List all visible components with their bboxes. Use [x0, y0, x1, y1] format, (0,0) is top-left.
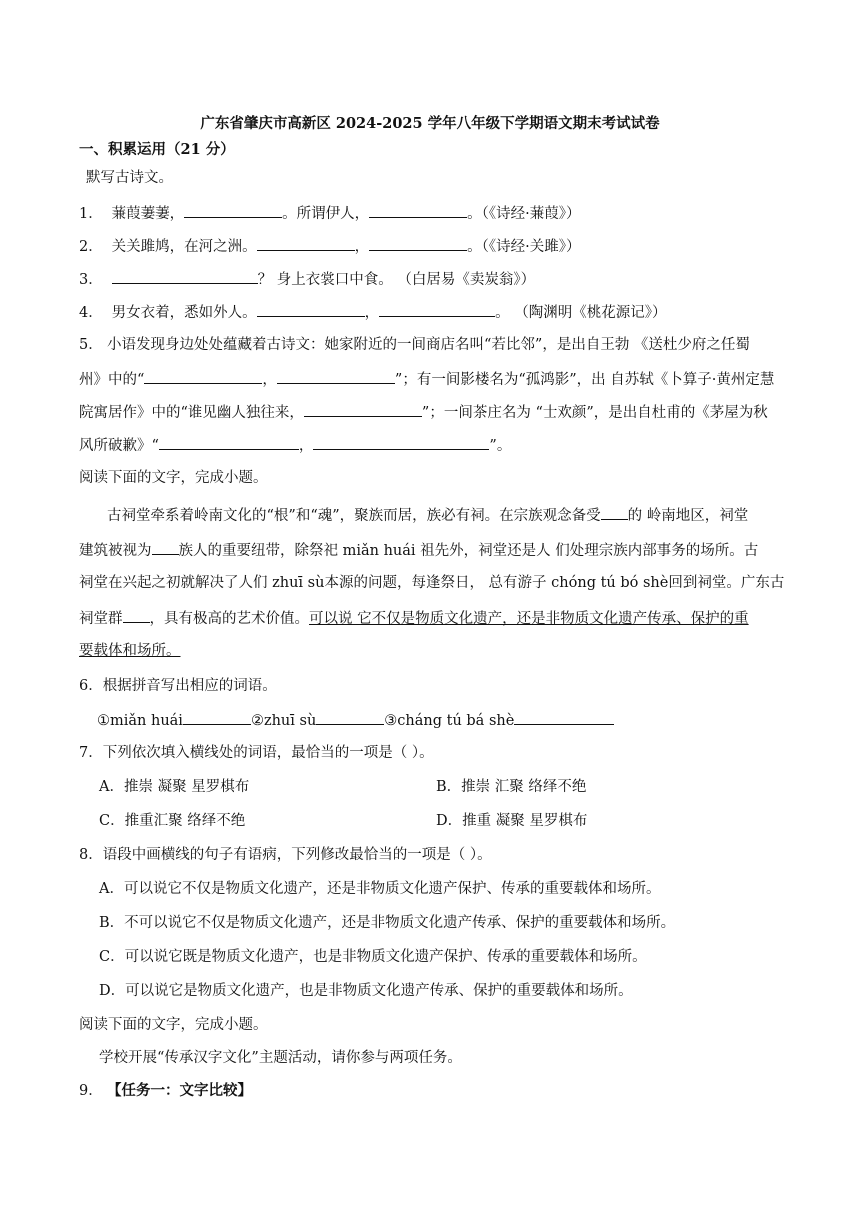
option-d[interactable]: D．推重 凝聚 星罗棋布: [436, 813, 588, 829]
pinyin-prompt: ③cháng tú bá shè: [384, 713, 515, 729]
question-number: 4．: [79, 305, 103, 321]
option-b[interactable]: B．推崇 汇聚 络绎不绝: [436, 779, 587, 795]
answer-blank[interactable]: [257, 301, 365, 317]
page-title: 广东省肇庆市高新区 2024-2025 学年八年级下学期语文期末考试试卷: [200, 115, 660, 132]
task-heading: 【任务一：文字比较】: [107, 1082, 252, 1099]
question-text: 。所谓伊人，: [282, 206, 370, 222]
answer-blank[interactable]: [123, 607, 150, 623]
answer-blank[interactable]: [379, 301, 495, 317]
question-text: 关关雎鸠，在河之洲。: [111, 239, 257, 255]
answer-blank[interactable]: [152, 539, 179, 555]
question-9: [79, 1081, 252, 1101]
question-text: 男女衣着，悉如外人。: [111, 305, 257, 321]
question-text: 。 （陶渊明《桃花源记》）: [495, 305, 667, 321]
question-number: 2．: [79, 239, 103, 255]
passage-text: 祠堂群: [79, 611, 123, 627]
option-d[interactable]: D．可以说它是物质文化遗产，也是非物质文化遗产传承、保护的重要载体和场所。: [99, 983, 633, 999]
answer-blank[interactable]: [601, 504, 628, 520]
question-text: ”；一间茶庄名为 “士欢颜”，是出自杜甫的《茅屋为秋: [421, 405, 768, 421]
answer-blank[interactable]: [304, 401, 422, 417]
passage-text: 古祠堂牵系着岭南文化的“根”和“魂”，聚族而居，族必有祠。在宗族观念备受: [107, 508, 601, 524]
question-text: ”。: [489, 438, 512, 454]
answer-blank[interactable]: [369, 202, 467, 218]
reading-instruction: 阅读下面的文字，完成小题。: [79, 470, 268, 486]
answer-blank[interactable]: [369, 235, 467, 251]
question-3: [79, 268, 535, 290]
question-6-stem: 6．根据拼音写出相应的词语。: [79, 678, 277, 694]
answer-blank[interactable]: [112, 268, 258, 284]
answer-blank[interactable]: [514, 709, 614, 725]
passage-line-3: 祠堂在兴起之初就解决了人们 zhuī sù本源的问题，每逢祭日， 总有游子 chóng tú bó shè回到祠堂。广东古: [79, 575, 785, 591]
option-a[interactable]: A．可以说它不仅是物质文化遗产，还是非物质文化遗产保护、传承的重要载体和场所。: [99, 881, 661, 897]
question-text: 小语发现身边处处蕴藏着古诗文：她家附近的一间商店名叫“若比邻”，是出自王勃 《送杜少府之任蜀: [107, 337, 750, 353]
question-text: ？ 身上衣裳口中食。 （白居易《卖炭翁》）: [257, 272, 536, 288]
question-5-line-3: [79, 401, 768, 423]
option-a[interactable]: A．推崇 凝聚 星罗棋布: [99, 779, 250, 795]
instruction: 默写古诗文。: [86, 170, 173, 186]
question-text: 院寓居作》中的“谁见幽人独往来，: [79, 405, 304, 421]
passage-text: 建筑被视为: [79, 543, 152, 559]
pinyin-prompt: ①miǎn huái: [97, 713, 183, 729]
question-5: [79, 335, 750, 355]
underlined-sentence-end: 要载体和场所。: [79, 643, 181, 659]
answer-blank[interactable]: [144, 368, 262, 384]
question-1: [79, 202, 580, 224]
option-c[interactable]: C．可以说它既是物质文化遗产，也是非物质文化遗产保护、传承的重要载体和场所。: [99, 949, 647, 965]
question-text: 风所破歉》“: [79, 438, 159, 454]
answer-blank[interactable]: [184, 202, 282, 218]
question-text: ，: [298, 438, 314, 454]
question-8-stem: 8．语段中画横线的句子有语病，下列修改最恰当的一项是（ ）。: [79, 847, 492, 863]
option-b[interactable]: B．不可以说它不仅是物质文化遗产，还是非物质文化遗产传承、保护的重要载体和场所。: [99, 915, 676, 931]
question-text: ，: [364, 305, 380, 321]
question-4: [79, 301, 666, 323]
question-5-line-2: [79, 368, 774, 390]
answer-blank[interactable]: [183, 709, 251, 725]
option-c[interactable]: C．推重汇聚 络绎不绝: [99, 813, 246, 829]
underlined-sentence: 可以说 它不仅是物质文化遗产，还是非物质文化遗产传承、保护的重: [309, 611, 749, 627]
question-text: ，: [354, 239, 370, 255]
question-number: 3．: [79, 272, 103, 288]
question-text: 。（《诗经·关雎》）: [467, 239, 581, 255]
reading-instruction: 阅读下面的文字，完成小题。: [79, 1017, 268, 1033]
passage-line-2: [79, 539, 758, 561]
question-text: 。（《诗经·蒹葭》）: [467, 206, 581, 222]
answer-blank[interactable]: [277, 368, 395, 384]
question-2: [79, 235, 580, 257]
question-number: 9．: [79, 1083, 103, 1099]
answer-blank[interactable]: [257, 235, 355, 251]
answer-blank[interactable]: [316, 709, 384, 725]
passage-text: ，具有极高的艺术价值。: [149, 611, 309, 627]
question-text: ，: [262, 372, 277, 388]
question-text: 蒹葭萋萋，: [111, 206, 185, 222]
passage-text: 的 岭南地区，祠堂: [627, 508, 749, 524]
question-number: 1．: [79, 206, 103, 222]
question-7-stem: 7．下列依次填入横线处的词语，最恰当的一项是（ ）。: [79, 745, 434, 761]
answer-blank[interactable]: [313, 434, 489, 450]
pinyin-prompt: ②zhuī sù: [250, 713, 317, 729]
section-heading: 一、积累运用（21 分）: [79, 141, 235, 158]
activity-intro: 学校开展“传承汉字文化”主题活动，请你参与两项任务。: [99, 1050, 462, 1066]
passage-text: 族人的重要纽带，除祭祀 miǎn huái 祖先外，祠堂还是人 们处理宗族内部事务的场所。古: [178, 543, 759, 559]
answer-blank[interactable]: [159, 434, 299, 450]
question-text: ”；有一间影楼名为“孤鸿影”，出 自苏轼《卜算子·黄州定慧: [394, 372, 775, 388]
question-5-line-4: [79, 434, 511, 456]
question-number: 5．: [79, 337, 103, 353]
question-text: 州》中的“: [79, 372, 145, 388]
passage-line-1: [107, 504, 748, 526]
passage-line-4: [79, 607, 749, 629]
question-6-answers: [97, 709, 614, 731]
